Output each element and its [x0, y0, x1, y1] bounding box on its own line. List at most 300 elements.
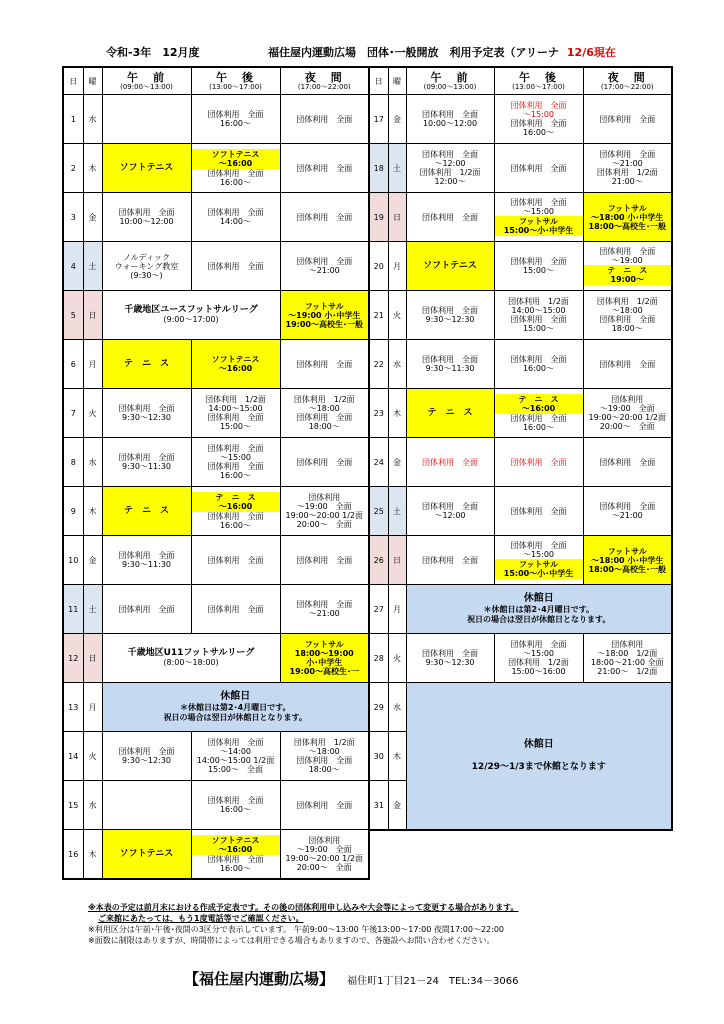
- right-weekday-29: 水: [388, 683, 406, 732]
- left-day-5: 5: [63, 291, 83, 340]
- left-ev-7-line-2: 団体利用 全面: [296, 413, 353, 422]
- right-pm-28-line-0: 団体利用 全面: [510, 640, 567, 649]
- right-ev-19-line-2: 18:00～高校生･一般: [588, 221, 666, 231]
- left-ev-11-line-0: 団体利用 全面: [296, 600, 353, 609]
- right-ev-26-line-1: ～18:00 小･中学生: [591, 555, 664, 565]
- right-pm-28-block-0: [495, 640, 583, 676]
- left-ev-14-line-2: 団体利用 全面: [296, 756, 353, 765]
- left-ev-5-block-0: [281, 302, 369, 329]
- left-row-5: [63, 291, 369, 340]
- right-pm-17-block-0: [495, 101, 583, 137]
- right-pm-18: [494, 144, 583, 193]
- right-ev-18-line-2: 団体利用 1/2面: [596, 168, 658, 177]
- right-ev-21-line-2: 団体利用 全面: [599, 315, 656, 324]
- right-row-29: [369, 683, 672, 732]
- left-row-2: [63, 144, 369, 193]
- left-pm-2: [191, 144, 280, 193]
- right-day-24: 24: [369, 438, 388, 487]
- left-weekday-10: 金: [83, 536, 102, 585]
- right-row-25: [369, 487, 672, 536]
- right-ev-28-line-3: 21:00～ 1/2面: [597, 667, 658, 676]
- right-yearend-line-0: 休館日: [523, 739, 554, 750]
- left-row-14: [63, 732, 369, 781]
- left-pm-6-block-0: [192, 355, 280, 373]
- left-row-10: [63, 536, 369, 585]
- left-row-15: [63, 781, 369, 830]
- left-am-2-block-0: [103, 164, 191, 173]
- left-day-9: 9: [63, 487, 83, 536]
- right-am-26-block-0: [407, 556, 494, 565]
- left-pm-14-line-0: 団体利用 全面: [207, 738, 264, 747]
- left-pm-4-block-0: [192, 262, 280, 271]
- left-am-9: [102, 487, 191, 536]
- right-yearend-notice: [406, 683, 672, 831]
- right-am-22-line-0: 団体利用 全面: [422, 355, 478, 364]
- left-am-14-line-1: 9:30～12:30: [121, 756, 172, 765]
- left-am-15: [102, 781, 191, 830]
- right-weekday-21: 火: [388, 291, 406, 340]
- left-ev-10-line-0: 団体利用 全面: [296, 555, 353, 565]
- right-ev-20-block-0: [584, 247, 672, 265]
- right-ev-28-line-2: 18:00～21:00 全面: [590, 658, 664, 667]
- right-am-25-block-0: [407, 502, 494, 520]
- left-am-3-line-1: 10:00～12:00: [119, 217, 174, 226]
- left-pm-16-line-2: 団体利用 全面: [207, 855, 264, 864]
- left-closed-line-2: 祝日の場合は翌日が休館日となります。: [163, 713, 307, 722]
- left-weekday-7: 火: [83, 389, 102, 438]
- left-event-12: [102, 634, 280, 683]
- right-col-ev-time: (17:00～22:00): [600, 82, 654, 91]
- schedule-table-left: [62, 66, 370, 880]
- right-am-21-line-0: 団体利用 全面: [422, 306, 478, 315]
- left-pm-1: [191, 95, 280, 144]
- left-pm-16-line-1: ～16:00: [218, 845, 253, 854]
- left-am-4: [102, 242, 191, 291]
- right-am-26: [406, 536, 494, 585]
- right-pm-17-line-3: 16:00～: [522, 128, 555, 137]
- right-am-25-line-0: 団体利用 全面: [422, 502, 478, 511]
- left-am-14-block-0: [103, 747, 191, 765]
- right-ev-21-block-0: [584, 297, 672, 333]
- left-pm-16-block-1: [192, 855, 280, 873]
- left-pm-6: [191, 340, 280, 389]
- left-ev-5-line-2: 19:00～高校生･一般: [285, 319, 363, 329]
- left-ev-12: [280, 634, 369, 683]
- right-pm-26-line-1: ～15:00: [522, 550, 555, 559]
- left-pm-9-line-1: ～16:00: [218, 502, 253, 511]
- left-weekday-13: 月: [83, 683, 102, 732]
- right-ev-19: [583, 193, 672, 242]
- right-pm-17-line-1: ～15:00: [522, 110, 555, 119]
- right-ev-26-line-0: フットサル: [607, 546, 647, 556]
- left-am-8-line-1: 9:30～11:30: [121, 462, 172, 471]
- right-col-pm-name: 午 後: [519, 70, 558, 84]
- right-weekday-22: 水: [388, 340, 406, 389]
- right-am-28-line-0: 団体利用 全面: [422, 649, 478, 658]
- left-pm-14-block-0: [192, 738, 280, 774]
- right-day-20: 20: [369, 242, 388, 291]
- left-ev-4-line-0: 団体利用 全面: [296, 257, 353, 266]
- left-pm-10: [191, 536, 280, 585]
- left-pm-8-block-0: [192, 444, 280, 480]
- right-yearend-line-1: 12/29～1/3まで休館となります: [471, 762, 606, 772]
- left-ev-10: [280, 536, 369, 585]
- left-am-11-line-0: 団体利用 全面: [118, 604, 175, 614]
- right-ev-23-line-1: ～19:00 全面: [599, 404, 655, 413]
- left-pm-2-block-1: [192, 169, 280, 187]
- left-ev-14-block-0: [281, 738, 369, 774]
- left-weekday-14: 火: [83, 732, 102, 781]
- left-pm-10-line-0: 団体利用 全面: [207, 555, 264, 565]
- right-ev-19-block-0: [584, 204, 672, 231]
- left-pm-2-line-1: ～16:00: [218, 159, 253, 168]
- right-ev-23-line-3: 20:00～ 全面: [599, 422, 655, 431]
- left-ev-16-line-1: ～19:00 全面: [296, 845, 352, 854]
- right-ev-23: [583, 389, 672, 438]
- right-row-21: [369, 291, 672, 340]
- right-weekday-30: 木: [388, 732, 406, 781]
- right-col-am-time: (09:00～13:00): [423, 82, 477, 91]
- right-weekday-26: 日: [388, 536, 406, 585]
- right-ev-20-line-1: ～19:00: [611, 256, 643, 265]
- left-event-line-0: 千歳地区U11フットサルリーグ: [127, 648, 255, 658]
- left-am-1: [102, 95, 191, 144]
- right-weekday-25: 土: [388, 487, 406, 536]
- left-pm-1-line-0: 団体利用 全面: [207, 110, 264, 119]
- left-am-16-line-0: ソフトテニス: [119, 848, 174, 859]
- left-col-pm-time: (13:00～17:00): [209, 82, 262, 91]
- left-ev-2-line-0: 団体利用 全面: [296, 163, 353, 173]
- right-col-weekday: 曜: [388, 67, 406, 95]
- left-ev-11-block-0: [281, 600, 369, 618]
- right-ev-21-line-0: 団体利用 1/2面: [596, 297, 658, 306]
- right-row-24: [369, 438, 672, 487]
- right-day-25: 25: [369, 487, 388, 536]
- left-pm-8: [191, 438, 280, 487]
- left-ev-9-line-3: 20:00～ 全面: [296, 520, 352, 529]
- right-am-17-line-1: 10:00～12:00: [422, 119, 478, 128]
- right-ev-20-line-2: テ ニ ス: [607, 266, 648, 275]
- right-ev-24: [583, 438, 672, 487]
- header-period: 令和-3年 12月度: [106, 46, 200, 59]
- left-ev-11-line-1: ～21:00: [308, 609, 340, 618]
- left-ev-15: [280, 781, 369, 830]
- left-header-row: [63, 67, 369, 95]
- right-pm-23: [494, 389, 583, 438]
- note-4: ※面数に制限はありますが、時間帯によっては利用できる場合もありますので、各施設へお問い合わせください。: [88, 936, 495, 945]
- left-pm-15-line-1: 16:00～: [219, 805, 252, 814]
- left-pm-16-line-0: ソフトテニス: [211, 836, 260, 845]
- right-pm-21-line-1: 14:00～15:00: [511, 306, 566, 315]
- left-am-6: [102, 340, 191, 389]
- left-pm-9-block-1: [192, 512, 280, 530]
- right-pm-23-block-1: [495, 414, 583, 432]
- right-am-23-line-0: テ ニ ス: [427, 407, 473, 418]
- right-am-24-block-0: [407, 458, 494, 467]
- left-day-12: 12: [63, 634, 83, 683]
- left-pm-6-line-0: ソフトテニス: [211, 355, 260, 364]
- left-am-4-line-2: (9:30～): [130, 270, 163, 280]
- left-closed-line-1: ＊休館日は第2･4月曜日です。: [180, 703, 291, 712]
- right-ev-19-line-0: フットサル: [607, 203, 647, 213]
- left-pm-11: [191, 585, 280, 634]
- left-row-3: [63, 193, 369, 242]
- right-col-am: [406, 67, 494, 95]
- left-day-6: 6: [63, 340, 83, 389]
- left-pm-3: [191, 193, 280, 242]
- right-ev-23-line-2: 19:00～20:00 1/2面: [588, 413, 667, 422]
- right-pm-22-line-1: 16:00～: [522, 364, 555, 373]
- left-ev-15-block-0: [281, 801, 369, 810]
- left-ev-14-line-3: 18:00～: [308, 765, 340, 774]
- left-ev-16-line-0: 団体利用: [308, 836, 341, 845]
- right-ev-25: [583, 487, 672, 536]
- left-am-6-line-0: テ ニ ス: [123, 358, 169, 369]
- left-am-7-line-1: 9:30～12:30: [121, 413, 172, 422]
- left-am-3: [102, 193, 191, 242]
- left-day-4: 4: [63, 242, 83, 291]
- left-ev-5: [280, 291, 369, 340]
- right-am-18-line-0: 団体利用 全面: [422, 150, 478, 159]
- left-pm-2-block-0: [192, 149, 280, 169]
- left-pm-10-block-0: [192, 556, 280, 565]
- right-ev-18: [583, 144, 672, 193]
- header-as-of-date: 12/6現在: [566, 46, 616, 59]
- left-ev-7-line-3: 18:00～: [308, 422, 340, 431]
- right-am-25-line-1: ～12:00: [434, 511, 466, 520]
- left-pm-11-line-0: 団体利用 全面: [207, 604, 264, 614]
- right-pm-18-block-0: [495, 164, 583, 173]
- note-1: ※本表の予定は前月末における作成予定表です。その後の団体利用申し込みや大会等によって変更する場合があります。: [88, 903, 519, 912]
- left-ev-8: [280, 438, 369, 487]
- right-am-17-line-0: 団体利用 全面: [422, 110, 478, 119]
- right-am-20: [406, 242, 494, 291]
- left-pm-9-line-2: 団体利用 全面: [207, 512, 264, 521]
- left-am-10-block-0: [103, 551, 191, 569]
- left-ev-9-line-0: 団体利用: [308, 493, 341, 502]
- left-am-4-block-0: [103, 253, 191, 280]
- right-weekday-28: 火: [388, 634, 406, 683]
- right-pm-19-block-0: [495, 198, 583, 216]
- right-ev-17: [583, 95, 672, 144]
- right-ev-20-line-0: 団体利用 全面: [599, 247, 656, 256]
- right-ev-18-line-0: 団体利用 全面: [599, 150, 656, 159]
- right-ev-19-line-1: ～18:00 小･中学生: [591, 212, 664, 222]
- left-ev-4-line-1: ～21:00: [308, 266, 340, 275]
- right-row-28: [369, 634, 672, 683]
- right-pm-20-block-0: [495, 257, 583, 275]
- right-am-24-line-0: 団体利用 全面: [422, 457, 478, 467]
- left-pm-15-block-0: [192, 796, 280, 814]
- right-day-31: 31: [369, 781, 388, 831]
- right-pm-19-line-0: 団体利用 全面: [510, 198, 567, 207]
- right-pm-28: [494, 634, 583, 683]
- left-weekday-3: 金: [83, 193, 102, 242]
- left-ev-3-line-0: 団体利用 全面: [296, 212, 353, 222]
- right-pm-23-line-1: ～16:00: [521, 404, 556, 413]
- right-am-22-line-1: 9:30～11:30: [425, 364, 475, 373]
- right-am-17-block-0: [407, 110, 494, 128]
- right-am-26-line-0: 団体利用 全面: [422, 555, 478, 565]
- right-am-21-block-0: [407, 306, 494, 324]
- left-pm-9-line-3: 16:00～: [219, 521, 252, 530]
- right-pm-21-line-2: 団体利用 全面: [510, 315, 567, 324]
- right-ev-26-line-2: 18:00～高校生･一般: [588, 564, 666, 574]
- right-am-18-block-0: [407, 150, 494, 186]
- header-title-line: [268, 44, 616, 60]
- left-ev-8-block-0: [281, 458, 369, 467]
- right-row-22: [369, 340, 672, 389]
- left-am-8-block-0: [103, 453, 191, 471]
- right-am-22: [406, 340, 494, 389]
- right-ev-24-block-0: [584, 458, 672, 467]
- right-pm-23-block-0: [495, 394, 583, 414]
- left-row-9: [63, 487, 369, 536]
- left-row-12: [63, 634, 369, 683]
- right-pm-21-line-3: 15:00～: [522, 324, 555, 333]
- right-am-18-line-3: 12:00～: [434, 177, 466, 186]
- right-ev-26-block-0: [584, 547, 672, 574]
- note-3: ※利用区分は午前･午後･夜間の3区分で表示しています。 午前9:00～13:00 午後13:00～17:00 夜間17:00～22:00: [88, 925, 505, 934]
- right-weekday-20: 月: [388, 242, 406, 291]
- right-weekday-19: 日: [388, 193, 406, 242]
- left-weekday-9: 木: [83, 487, 102, 536]
- left-ev-7-line-1: ～18:00: [308, 404, 340, 413]
- left-ev-11: [280, 585, 369, 634]
- right-pm-19: [494, 193, 583, 242]
- left-pm-11-block-0: [192, 605, 280, 614]
- left-pm-9: [191, 487, 280, 536]
- right-day-22: 22: [369, 340, 388, 389]
- left-pm-7-block-0: [192, 395, 280, 431]
- right-col-pm: [494, 67, 583, 95]
- right-ev-25-line-0: 団体利用 全面: [599, 502, 656, 511]
- left-pm-7-line-0: 団体利用 1/2面: [205, 395, 266, 404]
- right-ev-28-line-1: ～18:00 1/2面: [597, 649, 658, 658]
- left-am-10-line-0: 団体利用 全面: [118, 551, 175, 560]
- right-day-23: 23: [369, 389, 388, 438]
- right-day-28: 28: [369, 634, 388, 683]
- left-am-16-block-0: [103, 850, 191, 859]
- left-ev-9-block-0: [281, 493, 369, 529]
- left-ev-9-line-2: 19:00～20:00 1/2面: [285, 511, 364, 520]
- right-am-19-line-0: 団体利用 全面: [422, 212, 478, 222]
- left-ev-9: [280, 487, 369, 536]
- right-row-23: [369, 389, 672, 438]
- left-ev-6: [280, 340, 369, 389]
- right-ev-24-line-0: 団体利用 全面: [599, 457, 656, 467]
- left-ev-12-line-0: フットサル: [304, 640, 344, 649]
- right-ev-17-block-0: [584, 115, 672, 124]
- right-day-18: 18: [369, 144, 388, 193]
- right-ev-18-line-3: 21:00～: [611, 177, 643, 186]
- left-pm-1-line-1: 16:00～: [219, 119, 252, 128]
- left-ev-12-line-2: 小･中学生: [306, 658, 343, 667]
- left-am-7: [102, 389, 191, 438]
- left-pm-9-line-0: テ ニ ス: [215, 493, 256, 502]
- left-closed-notice-13: [102, 683, 369, 732]
- left-col-am: [102, 67, 191, 95]
- left-am-10-line-1: 9:30～11:30: [121, 560, 172, 569]
- right-ev-20: [583, 242, 672, 291]
- left-weekday-8: 水: [83, 438, 102, 487]
- right-am-23-block-0: [407, 409, 494, 418]
- right-am-28-block-0: [407, 649, 494, 667]
- left-pm-14: [191, 732, 280, 781]
- left-am-9-line-0: テ ニ ス: [123, 505, 169, 516]
- right-day-17: 17: [369, 95, 388, 144]
- right-pm-18-line-0: 団体利用 全面: [510, 163, 567, 173]
- left-am-6-block-0: [103, 360, 191, 369]
- left-ev-4-block-0: [281, 257, 369, 275]
- right-pm-19-line-2: フットサル: [518, 217, 559, 226]
- note-2: ご来館にあたっては、もう1度電話等でご確認ください。: [98, 914, 304, 923]
- right-am-23: [406, 389, 494, 438]
- left-ev-4: [280, 242, 369, 291]
- left-ev-2: [280, 144, 369, 193]
- right-pm-26-block-1: [495, 559, 583, 579]
- right-ev-28-block-0: [584, 640, 672, 676]
- right-col-ev-name: 夜 間: [607, 70, 647, 84]
- left-weekday-12: 日: [83, 634, 102, 683]
- left-pm-7-line-1: 14:00～15:00: [208, 404, 263, 413]
- left-day-15: 15: [63, 781, 83, 830]
- right-pm-24: [494, 438, 583, 487]
- right-pm-23-line-3: 16:00～: [522, 423, 555, 432]
- left-pm-2-line-3: 16:00～: [219, 178, 252, 187]
- right-ev-23-line-0: 団体利用: [611, 395, 644, 404]
- left-pm-15: [191, 781, 280, 830]
- left-pm-4: [191, 242, 280, 291]
- right-day-29: 29: [369, 683, 388, 732]
- right-am-21-line-1: 9:30～12:30: [425, 315, 475, 324]
- left-day-11: 11: [63, 585, 83, 634]
- left-am-9-block-0: [103, 507, 191, 516]
- left-am-8-line-0: 団体利用 全面: [118, 453, 175, 462]
- left-am-4-line-0: ノルディック: [122, 252, 171, 262]
- left-ev-14-line-1: ～18:00: [308, 747, 340, 756]
- left-day-14: 14: [63, 732, 83, 781]
- right-ev-21-line-1: ～18:00: [611, 306, 643, 315]
- left-weekday-2: 木: [83, 144, 102, 193]
- right-row-18: [369, 144, 672, 193]
- left-row-16: [63, 830, 369, 880]
- right-day-26: 26: [369, 536, 388, 585]
- footer: [184, 968, 518, 989]
- left-col-pm: [191, 67, 280, 95]
- right-am-20-line-0: ソフトテニス: [423, 260, 477, 271]
- right-pm-19-line-1: ～15:00: [522, 207, 555, 216]
- right-weekday-24: 金: [388, 438, 406, 487]
- right-am-25: [406, 487, 494, 536]
- right-am-18-line-2: 団体利用 1/2面: [419, 168, 481, 177]
- schedule-table-right: [368, 66, 673, 831]
- right-pm-19-line-3: 15:00～小･中学生: [503, 226, 574, 235]
- left-am-10: [102, 536, 191, 585]
- left-ev-16-line-2: 19:00～20:00 1/2面: [285, 854, 364, 863]
- right-pm-22-block-0: [495, 355, 583, 373]
- right-pm-20-line-1: 15:00～: [522, 266, 555, 275]
- right-weekday-31: 金: [388, 781, 406, 831]
- left-col-pm-name: 午 後: [216, 70, 255, 84]
- footer-title: 【福住屋内運動広場】: [184, 970, 335, 988]
- left-ev-12-line-3: 19:00～高校生･一: [289, 667, 359, 676]
- right-pm-21-block-0: [495, 297, 583, 333]
- left-am-2: [102, 144, 191, 193]
- right-pm-25-line-0: 団体利用 全面: [510, 506, 567, 516]
- left-ev-9-line-1: ～19:00 全面: [296, 502, 352, 511]
- left-col-day: 日: [63, 67, 83, 95]
